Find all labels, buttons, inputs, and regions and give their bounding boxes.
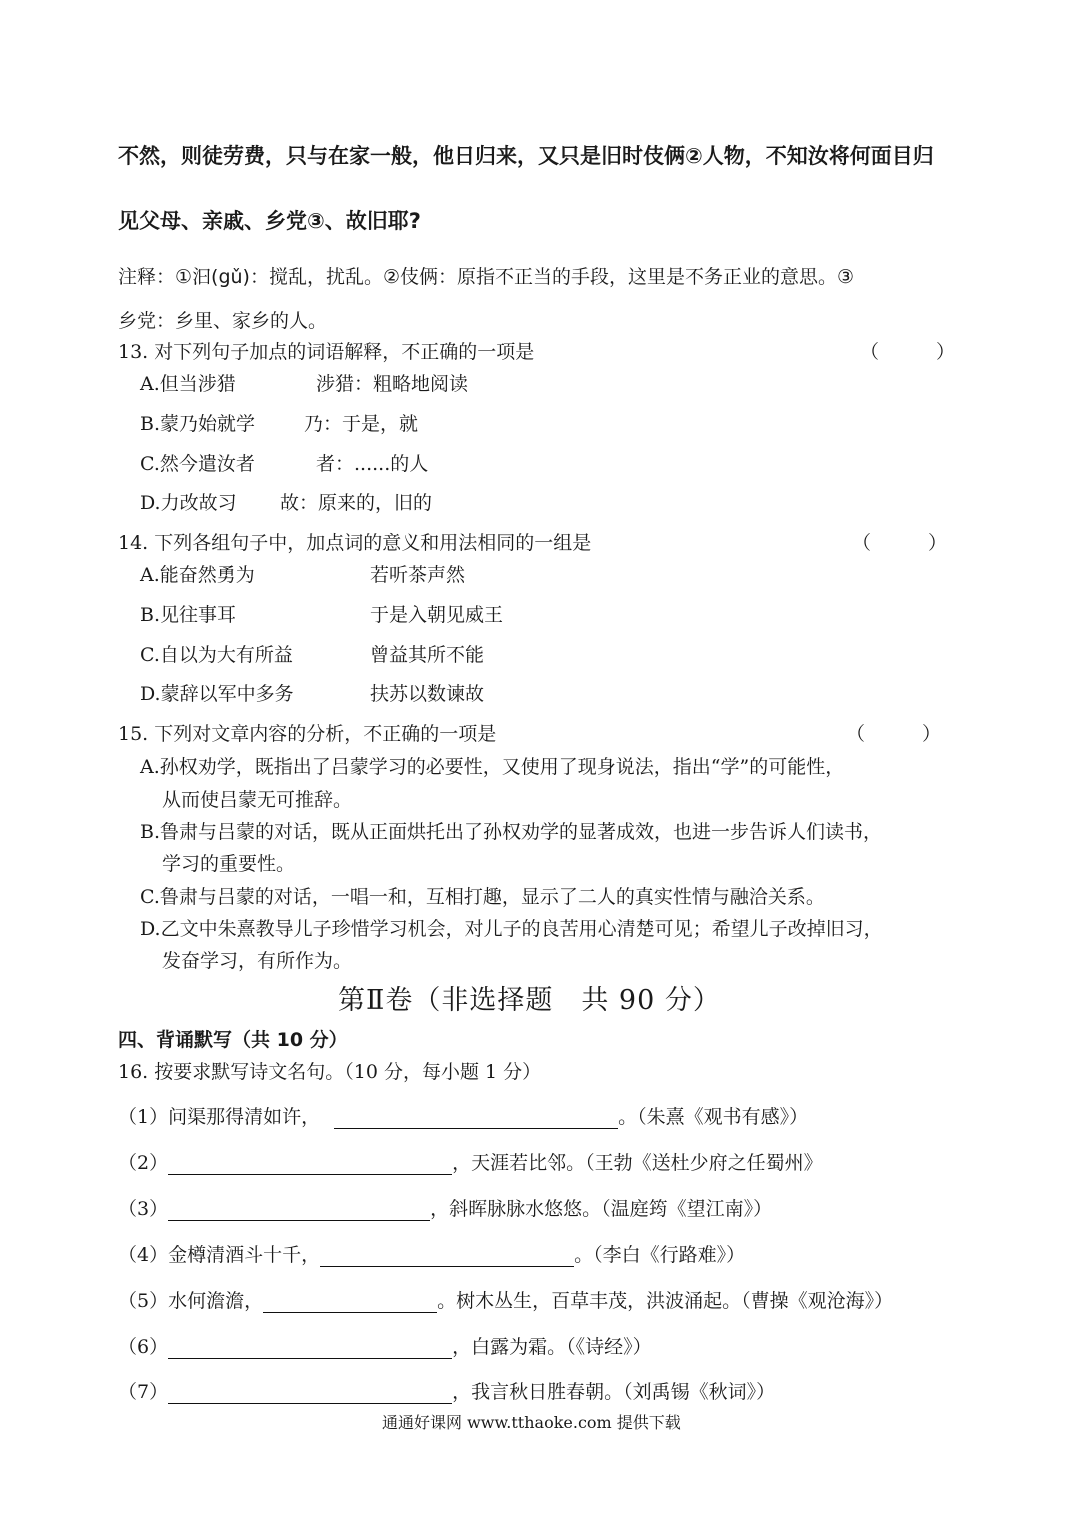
recitation-item-2 — [118, 1148, 823, 1175]
answer-blank[interactable] — [334, 1108, 618, 1129]
answer-blank[interactable] — [168, 1154, 452, 1175]
question-15-stem: 15. 下列对文章内容的分析，不正确的一项是 — [118, 723, 497, 745]
item-number: （3） — [118, 1198, 169, 1220]
q15-option-b-line-2: 学习的重要性。 — [162, 853, 296, 875]
item-suffix: 。（李白《行路难》） — [574, 1244, 746, 1266]
item-suffix: ，白露为霜。（《诗经》） — [452, 1336, 652, 1358]
item-number: （6） — [118, 1336, 169, 1358]
recitation-item-3 — [118, 1194, 772, 1221]
q15-option-d-line-1: D.乙文中朱熹教导儿子珍惜学习机会，对儿子的良苦用心清楚可见；希望儿子改掉旧习， — [140, 918, 883, 940]
q15-option-a-line-1: A.孙权劝学，既指出了吕蒙学习的必要性，又使用了现身说法，指出“学”的可能性， — [140, 756, 845, 778]
answer-blank[interactable] — [263, 1292, 437, 1313]
volume-2-title: 第Ⅱ卷（非选择题 共 90 分） — [338, 985, 721, 1016]
q14-option-d: D.蒙辞以军中多务 — [140, 683, 294, 705]
item-number: （5） — [118, 1290, 169, 1312]
question-13-answer-paren: （ ） — [860, 341, 956, 363]
question-15-answer-paren: （ ） — [846, 723, 942, 745]
q14-option-a-compare: 若听茶声然 — [370, 564, 466, 586]
notes-line-2: 乡党：乡里、家乡的人。 — [118, 310, 328, 332]
item-suffix: ，我言秋日胜春朝。（刘禹锡《秋词》） — [452, 1381, 776, 1403]
q14-option-c: C.自以为大有所益 — [140, 644, 293, 666]
answer-blank[interactable] — [168, 1200, 430, 1221]
q14-option-d-compare: 扶苏以数谏故 — [370, 683, 485, 705]
section-4-heading: 四、背诵默写（共 10 分） — [118, 1029, 348, 1051]
q13-option-a: A.但当涉猎 — [140, 373, 236, 395]
notes-line-1: 注释：①汩(gǔ)：搅乱，扰乱。②伎俩：原指不正当的手段，这里是不务正业的意思。③ — [118, 266, 855, 288]
question-14-stem: 14. 下列各组句子中，加点词的意义和用法相同的一组是 — [118, 532, 592, 554]
item-suffix: ，天涯若比邻。（王勃《送杜少府之任蜀州》 — [452, 1152, 823, 1174]
question-16-stem: 16. 按要求默写诗文名句。（10 分，每小题 1 分） — [118, 1061, 542, 1083]
q14-option-a: A.能奋然勇为 — [140, 564, 255, 586]
q14-option-b: B.见往事耳 — [140, 604, 237, 626]
q13-option-a-explanation: 涉猎：粗略地阅读 — [316, 373, 469, 395]
q15-option-b-line-1: B.鲁肃与吕蒙的对话，既从正面烘托出了孙权劝学的显著成效，也进一步告诉人们读书， — [140, 821, 883, 843]
footer-source: 通通好课网 www.tthaoke.com 提供下载 — [382, 1413, 681, 1432]
q13-option-b: B.蒙乃始就学 — [140, 413, 256, 435]
item-number: （7） — [118, 1381, 169, 1403]
item-prefix: 问渠那得清如许， — [168, 1106, 321, 1128]
answer-blank[interactable] — [168, 1383, 452, 1404]
item-suffix: ，斜晖脉脉水悠悠。（温庭筠《望江南》） — [430, 1198, 773, 1220]
item-suffix: 。树木丛生，百草丰茂，洪波涌起。（曹操《观沧海》） — [437, 1290, 894, 1312]
q14-option-c-compare: 曾益其所不能 — [370, 644, 485, 666]
question-14-answer-paren: （ ） — [852, 532, 948, 554]
recitation-item-6 — [118, 1332, 652, 1359]
q13-option-c: C.然今遣汝者 — [140, 453, 255, 475]
item-prefix: 金樽清酒斗十千， — [168, 1244, 321, 1266]
recitation-item-5 — [118, 1286, 893, 1313]
passage-line-2: 见父母、亲戚、乡党③、故旧耶? — [118, 209, 421, 233]
q15-option-c-line-1: C.鲁肃与吕蒙的对话，一唱一和，互相打趣，显示了二人的真实性情与融洽关系。 — [140, 886, 825, 908]
q15-option-d-line-2: 发奋学习，有所作为。 — [162, 950, 353, 972]
q15-option-a-line-2: 从而使吕蒙无可推辞。 — [162, 789, 353, 811]
q13-option-c-explanation: 者：......的人 — [316, 453, 429, 475]
answer-blank[interactable] — [320, 1246, 574, 1267]
q13-option-d-explanation: 故：原来的，旧的 — [280, 492, 433, 514]
q13-option-b-explanation: 乃：于是，就 — [304, 413, 419, 435]
item-prefix: 水何澹澹， — [168, 1290, 264, 1312]
passage-line-1: 不然，则徒劳费，只与在家一般，他日归来，又只是旧时伎俩②人物，不知汝将何面目归 — [118, 144, 934, 168]
recitation-item-4 — [118, 1240, 745, 1267]
q13-option-d: D.力改故习 — [140, 492, 237, 514]
item-number: （2） — [118, 1152, 169, 1174]
item-suffix: 。（朱熹《观书有感》） — [618, 1106, 809, 1128]
item-number: （4） — [118, 1244, 169, 1266]
question-13-stem: 13. 对下列句子加点的词语解释，不正确的一项是 — [118, 341, 535, 363]
item-number: （1） — [118, 1106, 169, 1128]
recitation-item-1 — [118, 1102, 808, 1129]
q14-option-b-compare: 于是入朝见威王 — [370, 604, 504, 626]
recitation-item-7 — [118, 1377, 775, 1404]
answer-blank[interactable] — [168, 1338, 452, 1359]
